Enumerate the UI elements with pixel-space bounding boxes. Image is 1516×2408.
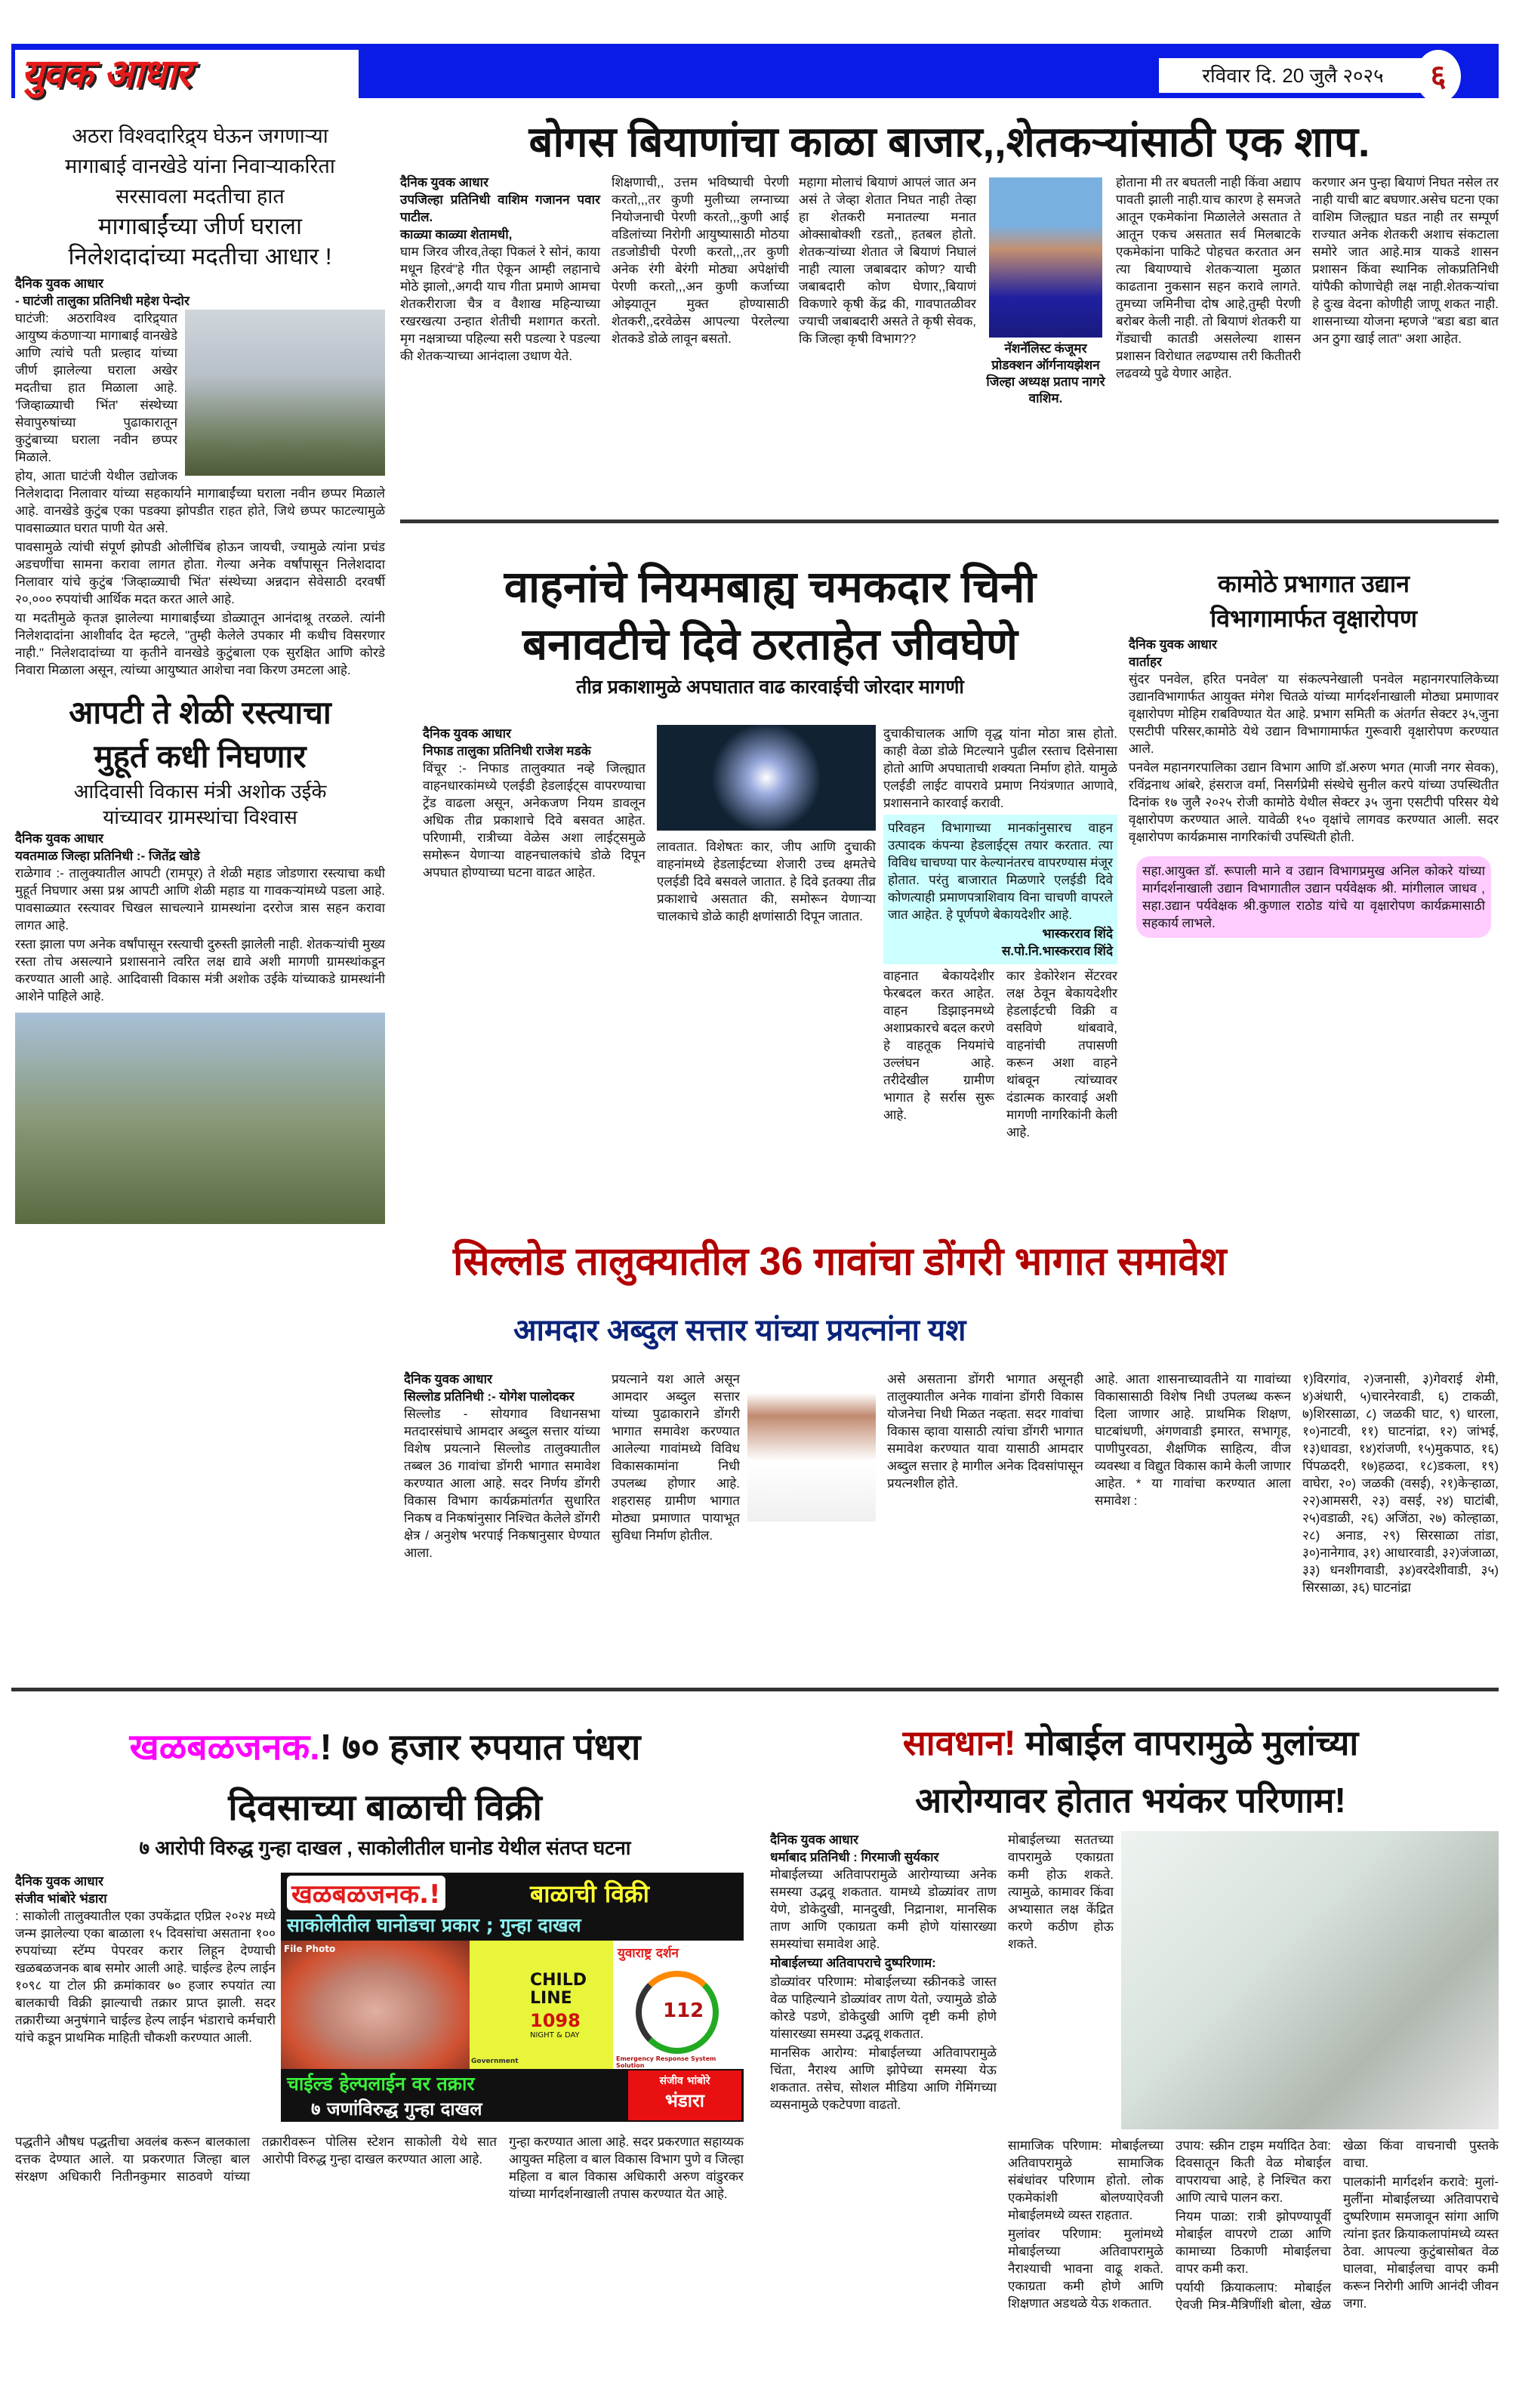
lights-col4 [883, 967, 1117, 1141]
paragraph: नियम पाळा: रात्री झोपण्यापूर्वी मोबाईल वापरणे टाळा आणि कामाच्या ठिकाणी मोबाईलचा वापर कमी करा. [1176, 2209, 1331, 2276]
main-headline: बोगस बियाणांचा काळा बाजार,,शेतकऱ्यांसाठी एक शाप. [528, 118, 1370, 165]
byline: दैनिक युवक आधार [404, 1372, 492, 1386]
banner-line: चाईल्ड हेल्पलाईन वर तक्रार [287, 2073, 475, 2095]
reporter: निफाड तालुका प्रतिनिधी राजेश मडके [423, 744, 591, 758]
sillod-headline: सिल्लोड तालुक्यातील 36 गावांचा डोंगरी भागात समावेश [453, 1240, 1227, 1284]
sillod-village-list [1302, 1370, 1499, 1680]
banner-title-red: खळबळजनक.! [287, 1876, 445, 1910]
paragraph: असे असताना डोंगरी भागात असूनही तालुक्यातील अनेक गावांना डोंगरी विकास योजनेचा निधी मिळत नव्हता. सदर गावांचा विकास व्हावा यासाठी त्यांचा डोंगरी भागात समावेश करण्यात यावा यासाठी आमदार अब्दुल सत्तार हे मागील अनेक दिवसांपासून प्रयत्नशील होते. [887, 1372, 1083, 1491]
note-box: सहा.आयुक्त डॉ. रूपाली माने व उद्यान विभागप्रमुख अनिल कोकरे यांच्या मार्गदर्शनाखाली उद्यान विभागातील उद्यान पर्यवेक्षक श्री. मांगीलाल जाधव , सहा.उद्यान पर्यवेक्षक श्री.कुणाल राठोड यांचे या वृक्षारोपण कार्यक्रमासाठी सहकार्य लाभले. [1136, 856, 1491, 938]
sillod-col1 [404, 1370, 600, 1680]
photo-caption: नॅशनॅलिस्ट कंजूमर प्रोडक्शन ऑर्गनायझेशन जिल्हा अध्यक्ष प्रताप नागरे वाशिम. [986, 341, 1105, 405]
govt-text: Government [471, 2058, 519, 2065]
divider [11, 1688, 1499, 1691]
paragraph: उपाय: स्क्रीन टाइम मर्यादित ठेवा: दिवसातून किती वेळ मोबाईल वापरायचा आहे, हे निश्चित करा आणि त्याचे पालन करा. [1176, 2138, 1331, 2205]
paragraph: करणार अन पुन्हा बियाणं निघत नसेल तर नाही याची बाट बघणार.असेच घटना एका वाशिम जिल्ह्यात घडत नाही तर सम्पूर्ण राज्यात अनेक शेतकरी अशाच संकटाला समोरे जात आहे.मात्र याकडे शासन प्रशासन किंवा स्थानिक लोकप्रतिनिधी यांपैकी कोणाचेही लक्ष नाही.शेतकऱ्यांचा हे दुःख वेदना कोणीही जाणू शकत नाही. शासनाच्या योजना म्हणजे "बडा बडा बात अन ठुगा खाई लात" अशा आहेत. [1312, 175, 1499, 346]
paragraph: सिल्लोड - सोयगाव विधानसभा मतदारसंघाचे आमदार अब्दुल सत्तार यांच्या विशेष प्रयत्नाने सिल्लोड तालुक्यातील तब्बल 36 गावांचा डोंगरी भागात समावेश करण्यात आला आहे. सदर निर्णय डोंगरी विकास विभाग कार्यक्रमांतर्गत सुधारित निकष व निकषांनुसार निश्चित केलेले डोंगरी क्षेत्र / अनुशेष भरपाई निकषानुसार घेण्यात आला. [404, 1407, 600, 1560]
lights-col3 [883, 725, 1117, 1141]
divider [400, 520, 1499, 523]
reporter-tag-place: भंडारा [665, 2090, 704, 2111]
byline: दैनिक युवक आधार [770, 1833, 858, 1847]
paragraph: मोबाईलच्या अतिवापराचे दुष्परिणाम: [770, 1956, 936, 1970]
headline-line: आरोग्यावर होतात भयंकर परिणाम! [915, 1781, 1346, 1820]
paragraph: कार डेकोरेशन सेंटरवर लक्ष ठेवून बेकायदेशीर हेडलाईटची विक्री व वसविणे थांबवावे, वाहनांची तपासणी करून अशा वाहने थांबवून त्यांच्यावर दंडात्मक कारवाई अशी मागणी नागरिकांनी केली आहे. [1006, 969, 1117, 1139]
paragraph: सामाजिक परिणाम: मोबाईलच्या अतिवापरामुळे सामाजिक संबंधांवर परिणाम होतो. लोक एकमेकांशी बोलण्याऐवजी मोबाईलमध्ये व्यस्त राहतात. [1008, 2138, 1163, 2222]
headline-line: मागाबाई वानखेडे यांना निवाऱ्याकरिता [65, 155, 335, 177]
byline: दैनिक युवक आधार [15, 1874, 103, 1888]
paragraph: मुलांवर परिणाम: मुलांमध्ये मोबाईलच्या अतिवापरामुळे नैराश्याची भावना वाढू शकते. एकाग्रता कमी होणे आणि शिक्षणात अडथळे येऊ शकतात. [1008, 2227, 1163, 2311]
headline-rest: मोबाईल वापरामुळे मुलांच्या [1015, 1723, 1359, 1762]
story-bogus-seeds-col3 [799, 174, 976, 349]
paragraph: १)विरगांव, २)जनासी, ३)गेवराई शेमी, ४)अंधारी, ५)चारनेरवाडी, ६) टाकळी, ७)शिरसाळा, ८) जळकी घाट, ९) धारला, १०)नाटवी, ११) घाटनांद्रा, १२) जांभई, १३)धावडा, १४)रांजणी, १५)मुकपाठ, १६) पिंपळदरी, १७)हळदा, १८)डकला, १९) वाघेरा, २०) जळकी (वसई), २१)केऱ्हाळा, २२)आमसरी, २३) वसई, २४) घाटांबी, २५)वडाळी, २६) अजिंठा, २७) कोल्हाळा, २८) अनाड, २९) सिरसाळा तांडा, ३०)नानेगाव, ३१) आधारवाडी, ३२)जंजाळा, ३३) धनशीगवाडी, ३४)वरदेशीवाडी, ३५) सिरसाळा, ३६) घाटनांद्रा [1302, 1372, 1499, 1595]
portrait-photo [989, 177, 1102, 338]
paragraph: पर्यायी क्रियाकलाप: मोबाईल ऐवजी मित्र-मैत्रिणींशी बोला, खेळ खेळा किंवा वाचनाची पुस्तके वाचा. [1176, 2138, 1499, 2312]
headline-part2 [15, 211, 385, 272]
byline: दैनिक युवक आधार [15, 276, 103, 291]
reporter: संजीव भांबोरे भंडारा [15, 1892, 107, 1906]
baby-body-lower [15, 2133, 744, 2397]
road-photo [15, 1013, 385, 1224]
quote-title: स.पो.नि.भास्करराव शिंदे [1001, 944, 1113, 958]
reporter: यवतमाळ जिल्हा प्रतिनिधी :- जितेंद्र खोडे [15, 849, 200, 863]
mobile-lower-cols [1008, 2137, 1499, 2397]
reporter: - घाटंजी तालुका प्रतिनिधी महेश पेन्दोर [15, 294, 190, 308]
paragraph: दुचाकीचालक आणि वृद्ध यांना मोठा त्रास होतो. काही वेळा डोळे मिटल्याने पुढील रस्ताच दिसेनासा होतो आणि अपघाताची शक्यता निर्माण होते. यामुळे एलईडी लाईट वापरावे प्रमाण नियंत्रणात आणावे, प्रशासनाने कारवाई करावी. [883, 726, 1117, 810]
baby-headline [15, 1718, 755, 1839]
paragraph: मोबाईलच्या सततच्या वापरामुळे एकाग्रता कमी होऊ शकते. त्यामुळे, कामावर किंवा अभ्यासात लक्ष केंद्रित करणे कठीण होऊ शकते. [1008, 1833, 1114, 1951]
sillod-col3 [887, 1370, 1083, 1680]
subhead-line: आदिवासी विकास मंत्री अशोक उईके [73, 780, 327, 803]
sillod-col4 [1095, 1370, 1291, 1680]
headline-line: कामोठे प्रभागात उद्यान [1218, 570, 1410, 597]
paragraph: पालकांनी मार्गदर्शन करावे: मुलां-मुलींना मोबाईलच्या अतिवापराचे दुष्परिणाम समजावून सांगा आणि त्यांना इतर क्रियाकलापांमध्ये व्यस्त ठेवा. आपल्या कुटुंबासोबत वेळ घालवा, मोबाईलचा वापर कमी करून निरोगी आणि आनंदी जीवन जगा. [1343, 2175, 1499, 2311]
house-photo [185, 310, 385, 476]
reporter: उपजिल्हा प्रतिनिधी वाशिम गजानन पवार पाटील. [400, 193, 600, 224]
paragraph: शिक्षणाची,, उत्तम भविष्याची पेरणी करतो,,,तर कुणी मुलीच्या लग्नाच्या नियोजनाची पेरणी करतो,,,कुणी आई वडिलांच्या निरोगी आयुष्यासाठी मोठया तडजोडीची पेरणी करतो,,,तर कुणी अनेक रंगी बेरंगी मोठ्या अपेक्षांची पेरणी करतो,,,अन कुणी कर्जाच्या ओझ्यातून मुक्त होण्यासाठी शेतकरी,,दरवेळेस आपल्या पेरलेल्या शेतकडे डोळे लावून बसतो. [612, 175, 789, 346]
story-help-house [15, 121, 385, 680]
ers-text: Emergency Response System Solution [616, 2055, 716, 2069]
banner-line: ७ जणांविरुद्ध गुन्हा दाखल [311, 2098, 482, 2120]
paragraph: या मदतीमुळे कृतज्ञ झालेल्या मागाबाईंच्या डोळ्यातून आनंदाश्रू तरळले. त्यांनी निलेशदादांना आशीर्वाद देत म्हटले, "तुम्ही केलेले उपकार मी कधीच विसरणार नाही." निलेशदादांच्या या कृतीने वानखेडे कुटुंबाला एक सुरक्षित आणि कोरडे निवारा मिळाला असून, त्यांच्या आयुष्यात आशेचा नवा किरण उमटला आहे. [15, 611, 385, 677]
paragraph: सुंदर पनवेल, हरित पनवेल' या संकल्पनेखाली पनवेल महानगरपालिकेच्या उद्यानविभागार्फत आयुक्त मंगेश चितळे यांच्या मार्गदर्शनाखाली मोठ्या प्रमाणावर वृक्षारोपण मोहिम राबविण्यात येत आहे. प्रभाग समिती क अंतर्गत सेक्टर ३५,जुना एसटीपी परिसर,कामोठे येथे उद्यान विभागामार्फत गुरूवारी वृक्षारोपण करण्यात आले. [1129, 672, 1499, 756]
paragraph: डोळ्यांवर परिणाम: मोबाईलच्या स्क्रीनकडे जास्त वेळ पाहिल्याने डोळ्यांवर ताण येतो, ज्यामुळे डोळे कोरडे पडणे, डोकेदुखी आणि दृष्टी कमी होणे यांसारख्या समस्या उद्भवू शकतात. [770, 1975, 997, 2041]
paragraph: होताना मी तर बघतली नाही किंवा अद्याप पावती झाली नाही.याच कारण हे समजते आतून एकमेकांना मिळालेले असतात ते आतून एकच असतात सर्व मिलबाटके एकमेकांना पाकिटे पोहचत करतात अन त्या बियाण्याचे शेतकऱ्याला मुळात काढताना नुकसान सहन करावे लागते. तुमच्या जमिनीचा दोष आहे,तुम्ही पेरणी बरोबर केली नाही. तो बियाणं शेतकरी या गेंड्याची कातडी असलेल्या शासन प्रशासन विरोधात लढण्यास तरी कितीतरी लढवय्ये पुढे येणार आहेत. [1116, 175, 1301, 381]
paragraph: मोबाईलच्या अतिवापरामुळे आरोग्याच्या अनेक समस्या उद्भवू शकतात. यामध्ये डोळ्यांवर ताण येणे, डोकेदुखी, मानदुखी, निद्रानाश, मानसिक ताण आणि एकाग्रता कमी होणे यांसारख्या समस्यांचा समावेश आहे. [770, 1867, 997, 1951]
childline-text: LINE [530, 1989, 572, 2008]
paragraph: : साकोली तालुक्यातील एका उपकेंद्रात एप्रिल २०२४ मध्ये जन्म झालेल्या एका बाळाला १५ दिवसांचा असताना १०० रुपयांच्या स्टॅम्प पेपरवर करार लिहून देण्याची खळबळजनक बाब समोर आली आहे. चाईल्ड हेल्प लाईन १०९८ या टोल फ्री क्रमांकावर ७० हजार रुपयांत त्या बालकाची विक्री झाल्याची तक्रार प्राप्त झाली. सदर तक्रारीच्या अनुषंगाने चाईल्ड हेल्प लाईन भंडाराचे कर्मचारी यांचे कडून प्राथमिक माहिती चौकशी करण्यात आली. [15, 1909, 276, 2045]
mobile-col2 [1008, 1831, 1114, 2133]
childline-text: CHILD [530, 1971, 587, 1990]
story-bogus-seeds-col4 [1116, 174, 1301, 384]
story-bogus-seeds-col2 [612, 174, 789, 349]
reporter: धर्माबाद प्रतिनिधी : गिरमाजी सुर्यकार [770, 1850, 939, 1864]
newspaper-logo: युवक आधार [15, 50, 359, 98]
news-banner-graphic [281, 1873, 744, 2122]
byline: दैनिक युवक आधार [1129, 637, 1217, 652]
paragraph: घाटंजी: अठराविश्व दारिद्र्यात आयुष्य कंठणाऱ्या मागाबाई वानखेडे आणि त्यांचे पती प्रल्हाद यांच्या जीर्ण झालेल्या घराला अखेर मदतीचा हात मिळाला आहे. 'जिव्हाळ्याची भिंत' संस्थेच्या सेवापुरुषांच्या पुढाकारातून कुटुंबाच्या घराला नवीन छप्पर मिळाले. [15, 311, 177, 464]
byline: दैनिक युवक आधार [423, 726, 511, 741]
byline: दैनिक युवक आधार [400, 175, 488, 190]
headline-line: मागाबाईंच्या जीर्ण घराला [97, 213, 303, 239]
paragraph: मानसिक आरोग्य: मोबाईलच्या अतिवापरामुळे चिंता, नैराश्य आणि झोपेच्या समस्या येऊ शकतात. तसेच, सोशल मीडिया आणि गेमिंगच्या व्यसनामुळे एकटेपणा वाढतो. [770, 2046, 997, 2112]
official-quote-box [883, 815, 1117, 964]
headline-line: अठरा विश्वदारिद्र्य घेऊन जगणाऱ्या [72, 125, 328, 147]
paragraph: राळेगाव :- तालुक्यातील आपटी (रामपूर) ते शेळी महाड जोडणारा रस्त्याचा कधी मुहूर्त निघणार असा प्रश्न आपटी आणि शेळी महाड या गावकऱ्यांमध्ये पडला आहे. पावसाळ्यात रस्त्यावर चिखल साचल्याने ग्रामस्थांना दररोज त्रास सहन करावा लागत आहे. [15, 866, 385, 933]
headline-line: मुहूर्त कधी निघणार [94, 738, 307, 774]
paragraph: वाहनात बेकायदेशीर फेरबदल करत आहेत. वाहन डिझाइनमध्ये अशाप्रकारचे बदल करणे हे वाहतूक नियमांचे उल्लंघन आहे. तरीदेखील ग्रामीण भागात हे सर्रास सुरू आहे. [883, 969, 994, 1122]
reporter-tag [628, 2070, 741, 2120]
paragraph: महागा मोलाचं बियाणं आपलं जात अन असं ते जेव्हा शेतात निघत नाही तेव्हा हा शेतकरी मनातल्या मनात ओक्साबोक्शी रडतो,, हतबल होतो. शेतकऱ्यांच्या शेतात जे बियाणं निघालं नाही त्याला जबाबदार कोण? याची जबाबदारी कोण घेणार,,बियाणं विकणारे कृषी केंद्र की, गावपातळीवर ज्याची जबाबदारी असते ते कृषी सेवक, कि जिल्हा कृषी विभाग?? [799, 175, 976, 346]
paragraph: विंचूर :- निफाड तालुक्यात नव्हे जिल्ह्यात वाहनधारकांमध्ये एलईडी हेडलाईट्स वापरण्याचा ट्रेंड वाढला असून, अनेकजण नियम डावलून अधिक तीव्र प्रकाशाचे दिवे बसवत आहेत. परिणामी, रात्रीच्या वेळेस अशा लाईट्समुळे समोरून येणाऱ्या वाहनचालकांचे डोळे दिपून अपघात होण्याच्या घटना वाढत आहेत. [423, 761, 646, 880]
headline-line: विभागामार्फत वृक्षारोपण [1209, 605, 1418, 632]
paragraph: आहे. आता शासनाच्यावतीने या गावांच्या विकासासाठी विशेष निधी उपलब्ध करून दिला जाणार आहे. प्राथमिक शिक्षण, घाटबांधणी, अंगणवाडी इमारत, सभागृह, पाणीपुरवठा, शैक्षणिक साहित्य, वीज व्यवस्था व विद्युत विकास कामे केली जाणार आहेत. * या गावांचा करण्यात आला समावेश : [1095, 1372, 1291, 1508]
paragraph: लावतात. विशेषतः कार, जीप आणि दुचाकी वाहनांमध्ये हेडलाईटच्या शेजारी उच्च क्षमतेचे एलईडी दिवे बसवले जातात. हे दिवे इतक्या तीव्र प्रकाशाचे असतात की, समोरून येणाऱ्या चालकाचे डोळे काही क्षणांसाठी दिपून जातात. [657, 840, 876, 923]
paragraph: पनवेल महानगरपालिका उद्यान विभाग आणि डॉ.अरुण भगत (माजी नगर सेवक), रविंद्रनाथ आंबरे, हंसराज वर्मा, निसर्गप्रेमी संस्थेचे सुनील करपे यांच्या उपस्थितीत दिनांक १७ जुलै २०२५ रोजी कामोठे येथील सेक्टर ३५ जुना एसटीपी परिसर येथे वृक्षारोपण करण्यात आले. यावेळी १५० वृक्षांचे लागवड करण्यात आली. सदर वृक्षारोपण कार्यक्रमास नागरिकांची उपस्थिती होती. [1129, 760, 1499, 844]
brand-text: युवाराष्ट्र दर्शन [618, 1946, 679, 1961]
paragraph: होय, आता घाटंजी येथील उद्योजक निलेशदादा निलावार यांच्या सहकार्याने मागाबाईंच्या घराला नवीन छप्पर मिळाले आहे. वानखेडे कुटुंब एका पडक्या झोपडीत राहत होते, जिथे छप्पर फाटल्यामुळे पावसाळ्यात घरात पाणी येत असे. [15, 469, 385, 535]
headline-line: सरसावला मदतीचा हात [116, 185, 285, 208]
sillod-subhead: आमदार अब्दुल सत्तार यांच्या प्रयत्नांना यश [513, 1314, 966, 1347]
story-bogus-seeds-col1 [400, 174, 600, 366]
headline-accent: सावधान! [902, 1723, 1016, 1762]
paragraph: रस्ता झाला पण अनेक वर्षांपासून रस्त्याची दुरुस्ती झालेली नाही. शेतकऱ्यांची मुख्य रस्ता तोच असल्याने प्रशासनाने त्वरित लक्ष द्यावे अशी मागणी ग्रामस्थांकडून करण्यात आली आहे. आदिवासी विकास मंत्री अशोक उईके यांच्याकडे ग्रामस्थांनी आशेने पाहिले आहे. [15, 937, 385, 1004]
headline-line: वाहनांचे नियमबाह्य चमकदार चिनी [504, 563, 1037, 612]
banner-title-yellow: बाळाची विक्री [530, 1879, 649, 1908]
child-with-phone-photo [1121, 1831, 1499, 2129]
ers-number: 112 [663, 1999, 704, 2022]
page-number: ६ [1416, 50, 1461, 103]
reporter-tag-name: संजीव भांबोरे [659, 2075, 710, 2087]
story-tree-plantation [1129, 566, 1499, 938]
lights-col1 [423, 725, 646, 883]
reporter: सिल्लोड प्रतिनिधी :- योगेश पालोदकर [404, 1389, 575, 1404]
file-photo-label: File Photo [284, 1944, 336, 1954]
childline-sub: NIGHT & DAY [530, 2031, 580, 2040]
paragraph: गुन्हा करण्यात आला आहे. सदर प्रकरणात सहाय्यक आयुक्त महिला व बाल विकास विभाग पुणे व जिल्हा महिला व बाल विकास अधिकारी अरुण वांडुरकर यांच्या मार्गदर्शनाखाली तपास करण्यात येत आहे. [509, 2135, 744, 2201]
lights-col2 [657, 838, 876, 927]
byline: दैनिक युवक आधार [15, 831, 103, 846]
left-column [15, 121, 385, 1224]
mla-photo [747, 1370, 876, 1522]
quote-name: भास्करराव शिंदे [1042, 927, 1113, 941]
headline-accent: खळबळजनक. [129, 1728, 320, 1768]
baby-col1 [15, 1873, 276, 2129]
quote-text: परिवहन विभागाच्या मानकांनुसारच वाहन उत्पादक कंपन्या हेडलाईट्स तयार करतात. त्या विविध चाचण्या पार केल्यानंतरच वापरण्यास मंजूर होतात. परंतु बाजारात मिळणारे एलईडी दिवे कोणत्याही प्रमाणपत्राशिवाय विना चाचणी वापरले जात आहेत. हे पूर्णपणे बेकायदेशीर आहे. [888, 821, 1113, 922]
childline-number: 1098 [530, 2010, 581, 2031]
paragraph: प्रयत्नाने यश आले असून आमदार अब्दुल सत्तार यांच्या पुढाकाराने डोंगरी भागात समावेश करण्यात आलेल्या गावांमध्ये विविध विकासकामांना निधी उपलब्ध होणार आहे. शहरासह ग्रामीण भागात मोठ्या प्रमाणात पायाभूत सुविधा निर्माण होतील. [612, 1372, 740, 1543]
headline-line: आपटी ते शेळी रस्त्याचा [69, 695, 331, 730]
story-led-lights [423, 559, 1117, 701]
headline-part1 [15, 121, 385, 211]
headline-line: निलेशदादांच्या मदतीचा आधार ! [68, 243, 332, 270]
headline-rest: ! ७० हजार रुपयात पंधरा [319, 1728, 641, 1768]
childline-logo [470, 1941, 613, 2069]
baby-subhead: ७ आरोपी विरुद्ध गुन्हा दाखल , साकोलीतील घानोड येथील संतप्त घटना [139, 1836, 631, 1859]
subhead-line: यांच्यावर ग्रामस्थांचा विश्वास [103, 806, 297, 828]
paragraph: पद्धतीने औषध पद्धतीचा अवलंब करून बालकाला दत्तक देण्यात आले. या प्रकरणात जिल्हा बाल संरक्षण अधिकारी नितीनकुमार साठवणे यांच्या तक्रारीवरून पोलिस स्टेशन साकोली येथे सात आरोपी विरुद्ध गुन्हा दाखल करण्यात आला आहे. [15, 2135, 497, 2184]
headline-line: दिवसाच्या बाळाची विक्री [228, 1788, 542, 1828]
headlight-photo [657, 725, 876, 831]
reporter: वार्ताहर [1129, 655, 1162, 669]
sillod-col2 [612, 1370, 740, 1680]
issue-date: रविवार दि. 20 जुलै २०२५ [1159, 58, 1427, 93]
portrait-block [985, 177, 1106, 407]
headline-line: बनावटीचे दिवे ठरताहेत जीवघेणे [522, 620, 1018, 669]
subhead: तीव्र प्रकाशामुळे अपघातात वाढ कारवाईची जोरदार मागणी [576, 677, 964, 698]
banner-line: साकोलीतील घानोडचा प्रकार ; गुन्हा दाखल [287, 1914, 581, 1936]
mobile-headline [763, 1714, 1499, 1829]
emergency-112-logo [613, 1941, 744, 2069]
paragraph: घाम जिरव जीरव,तेव्हा पिकलं रे सोनं, काया मधून हिरवं"हे गीत ऐकून आम्ही लहानाचे मोठे झालो,,अगदी याच गीता प्रमाणे आमचा शेतकरीराजा चैत्र व वैशाख महिन्याच्या रखरखत्या उन्हात शेतीची मशागत करतो. मृग नक्षत्राच्या पहिल्या सरी पडल्या रे पडल्या की शेतकऱ्याच्या आनंदाला उधाण येते. [400, 245, 600, 363]
paragraph: पावसामुळे त्यांची संपूर्ण झोपडी ओलीचिंब होऊन जायची, ज्यामुळे त्यांना प्रचंड अडचणींचा सामना करावा लागत होता. गेल्या अनेक वर्षांपासून निलेशदादा निलावार यांचे कुटुंब 'जिव्हाळ्याची भिंत' संस्थेच्या अन्नदान सेवेसाठी दरवर्षी २०,००० रुपयांची आर्थिक मदत करत आले आहे. [15, 540, 385, 606]
lead-line: काळ्या काळ्या शेतामधी, [400, 227, 513, 242]
baby-photo [281, 1941, 470, 2069]
story-bogus-seeds-col5 [1312, 174, 1499, 349]
story-apti-road [15, 691, 385, 1224]
mobile-col1 [770, 1831, 997, 2397]
